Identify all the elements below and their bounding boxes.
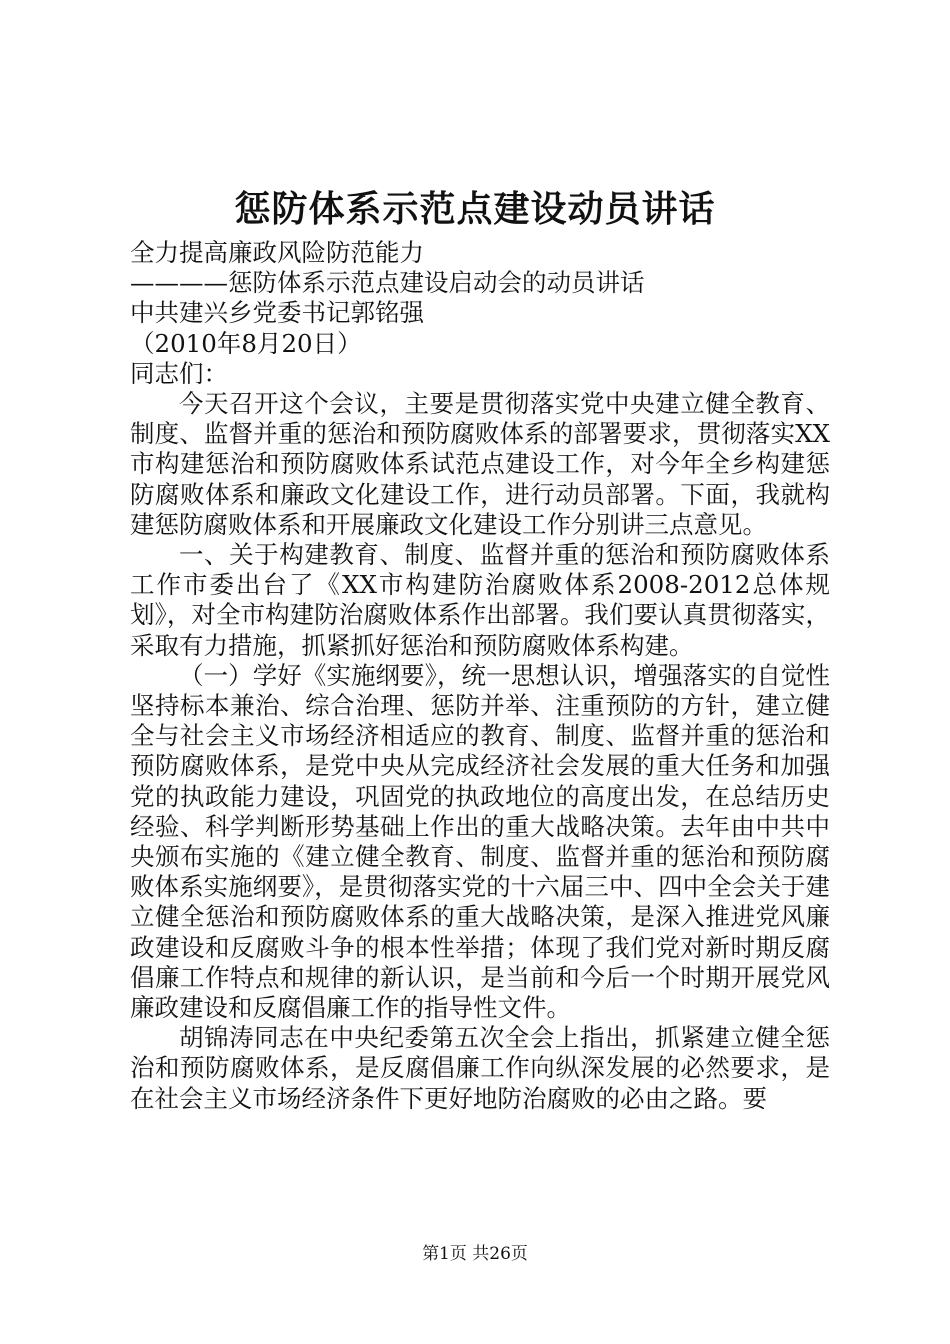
document-body	[130, 238, 830, 1114]
paragraph: 一、关于构建教育、制度、监督并重的惩治和预防腐败体系工作市委出台了《XX市构建防治腐败体系2008-2012总体规划》，对全市构建防治腐败体系作出部署。我们要认真贯彻落实，采取有力措施，抓紧抓好惩治和预防腐败体系构建。	[130, 540, 830, 660]
paragraph: 今天召开这个会议，主要是贯彻落实党中央建立健全教育、制度、监督并重的惩治和预防腐败体系的部署要求，贯彻落实XX市构建惩治和预防腐败体系试范点建设工作，对今年全乡构建惩防腐败体系和廉政文化建设工作，进行动员部署。下面，我就构建惩防腐败体系和开展廉政文化建设工作分别讲三点意见。	[130, 389, 830, 539]
document-date: （2010年8月20日）	[130, 328, 362, 358]
document-author: 中共建兴乡党委书记郭铭强	[130, 298, 424, 328]
paragraph: （一）学好《实施纲要》，统一思想认识，增强落实的自觉性坚持标本兼治、综合治理、惩防并举、注重预防的方针，建立健全与社会主义市场经济相适应的教育、制度、监督并重的惩治和预防腐败体系，是党中央从完成经济社会发展的重大任务和加强党的执政能力建设，巩固党的执政地位的高度出发，在总结历史经验、科学判断形势基础上作出的重大战略决策。去年由中共中央颁布实施的《建立健全教育、制度、监督并重的惩治和预防腐败体系实施纲要》，是贯彻落实党的十六届三中、四中全会关于建立健全惩治和预防腐败体系的重大战略决策，是深入推进党风廉政建设和反腐败斗争的根本性举措；体现了我们党对新时期反腐倡廉工作特点和规律的新认识，是当前和今后一个时期开展党风廉政建设和反腐倡廉工作的指导性文件。	[130, 660, 830, 1023]
document-title: 惩防体系示范点建设动员讲话	[234, 188, 716, 230]
document-subtitle: 全力提高廉政风险防范能力	[130, 238, 424, 267]
document-subheading: ————惩防体系示范点建设启动会的动员讲话	[130, 268, 645, 298]
page-footer: 第1页 共26页	[422, 1244, 528, 1264]
paragraph: 胡锦涛同志在中央纪委第五次全会上指出，抓紧建立健全惩治和预防腐败体系，是反腐倡廉工作向纵深发展的必然要求，是在社会主义市场经济条件下更好地防治腐败的必由之路。要	[130, 1023, 830, 1113]
document-salutation: 同志们：	[130, 358, 228, 388]
